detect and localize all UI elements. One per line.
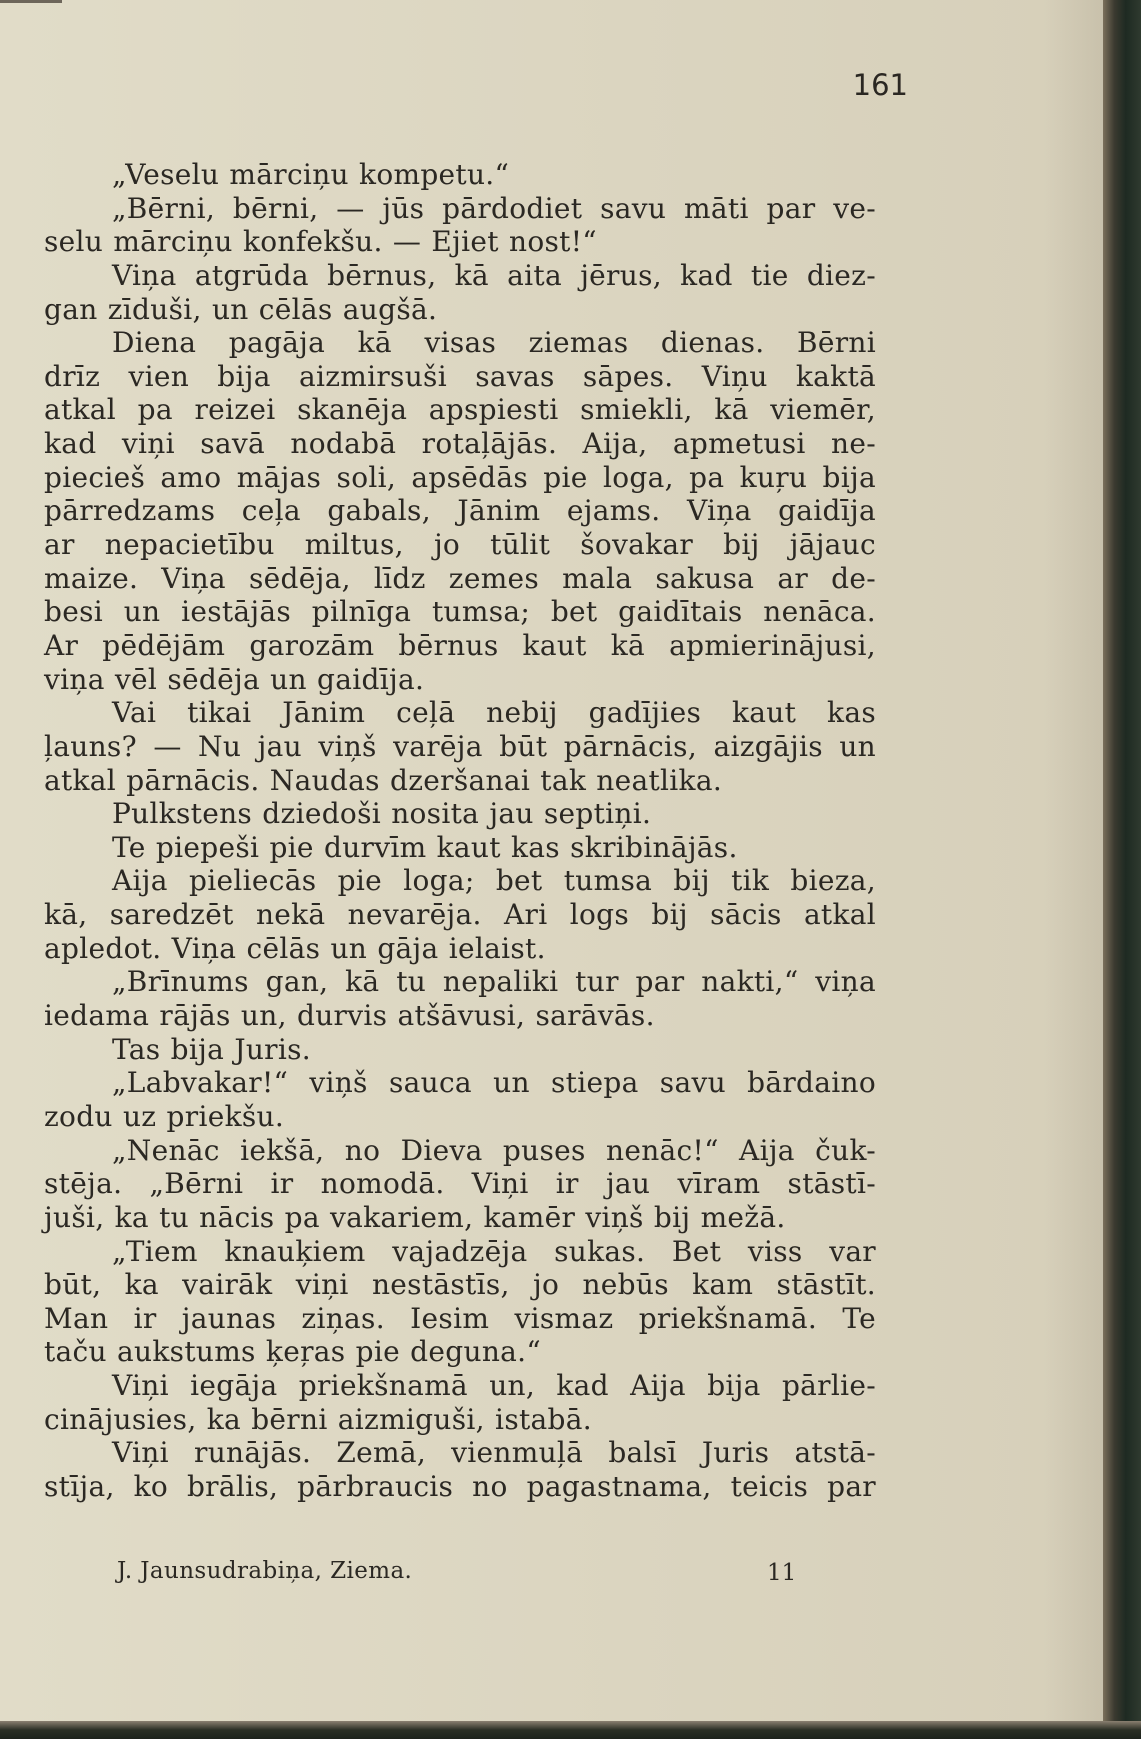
page-bottom-edge [0, 1721, 1141, 1739]
text-line: ļauns? — Nu jau viņš varēja būt pārnācis, aizgājis un [44, 729, 876, 763]
text-line: „Tiem knauķiem vajadzēja sukas. Bet viss var [112, 1234, 876, 1268]
gutter-shadow [1043, 0, 1103, 1739]
text-line: piecieš amo mājas soli, apsēdās pie loga, pa kuŗu bija [44, 460, 876, 494]
text-line: viņa vēl sēdēja un gaidīja. [44, 662, 425, 696]
text-line: Aija pieliecās pie loga; bet tumsa bij tik bieza, [112, 864, 876, 898]
top-edge-rule [0, 0, 62, 3]
text-line: „Brīnums gan, kā tu nepaliki tur par nakti,“ viņa [112, 965, 876, 999]
text-line: maize. Viņa sēdēja, līdz zemes mala sakusa ar de- [44, 561, 876, 595]
text-line: būt, ka vairāk viņi nestāstīs, jo nebūs kam stāstīt. [44, 1268, 876, 1302]
text-line: stīja, ko brālis, pārbraucis no pagastnama, teicis par [44, 1469, 876, 1503]
text-line: Te piepeši pie durvīm kaut kas skribinājās. [112, 830, 738, 864]
text-line: zodu uz priekšu. [44, 1099, 285, 1133]
text-line: Viņa atgrūda bērnus, kā aita jērus, kad tie diez- [112, 258, 876, 292]
text-line: „Bērni, bērni, — jūs pārdodiet savu māti par ve- [112, 191, 876, 225]
text-line: Diena pagāja kā visas ziemas dienas. Bērni [112, 326, 876, 360]
text-line: besi un iestājās pilnīga tumsa; bet gaidītais nenāca. [44, 595, 876, 629]
footer-signature: J. Jaunsudrabiņa, Ziema. [117, 1558, 413, 1584]
text-line: selu mārciņu konfekšu. — Ejiet nost!“ [44, 225, 597, 259]
text-line: stēja. „Bērni ir nomodā. Viņi ir jau vīram stāstī- [44, 1167, 876, 1201]
text-line: pārredzams ceļa gabals, Jānim ejams. Viņa gaidīja [44, 494, 876, 528]
text-line: „Nenāc iekšā, no Dieva puses nenāc!“ Aija čuk- [112, 1133, 876, 1167]
text-line: apledot. Viņa cēlās un gāja ielaist. [44, 931, 546, 965]
text-line: Viņi iegāja priekšnamā un, kad Aija bija pārlie- [112, 1369, 876, 1403]
page-right-edge [1103, 0, 1141, 1739]
footer-sheet-number: 11 [767, 1560, 797, 1586]
text-line: „Veselu mārciņu kompetu.“ [112, 158, 510, 191]
text-line: Ar pēdējām garozām bērnus kaut kā apmierinājusi, [44, 628, 876, 662]
text-line: drīz vien bija aizmirsuši savas sāpes. Viņu kaktā [44, 359, 876, 393]
text-line: ar nepacietību miltus, jo tūlit šovakar bij jājauc [44, 528, 876, 562]
text-line: kā, saredzēt nekā nevarēja. Ari logs bij sācis atkal [44, 898, 876, 932]
text-line: juši, ka tu nācis pa vakariem, kamēr viņš bij mežā. [44, 1200, 786, 1234]
text-line: kad viņi savā nodabā rotaļājās. Aija, apmetusi ne- [44, 427, 876, 461]
body-text [44, 158, 876, 1504]
text-line: Man ir jaunas ziņas. Iesim vismaz priekšnamā. Te [44, 1301, 876, 1335]
text-line: Vai tikai Jānim ceļā nebij gadījies kaut kas [112, 696, 876, 730]
text-line: Viņi runājās. Zemā, vienmuļā balsī Juris atstā- [112, 1436, 876, 1470]
text-line: „Labvakar!“ viņš sauca un stiepa savu bārdaino [112, 1066, 876, 1100]
text-line: Tas bija Juris. [112, 1032, 311, 1066]
page-number: 161 [852, 68, 908, 102]
text-line: atkal pārnācis. Naudas dzeršanai tak neatlika. [44, 763, 723, 797]
text-line: Pulkstens dziedoši nosita jau septiņi. [112, 797, 652, 831]
text-line: gan zīduši, un cēlās augšā. [44, 292, 438, 326]
text-line: atkal pa reizei skanēja apspiesti smiekli, kā viemēr, [44, 393, 876, 427]
text-line: iedama rājās un, durvis atšāvusi, sarāvās. [44, 999, 655, 1033]
text-line: taču aukstums ķeŗas pie deguna.“ [44, 1335, 541, 1369]
text-line: cinājusies, ka bērni aizmiguši, istabā. [44, 1402, 592, 1436]
